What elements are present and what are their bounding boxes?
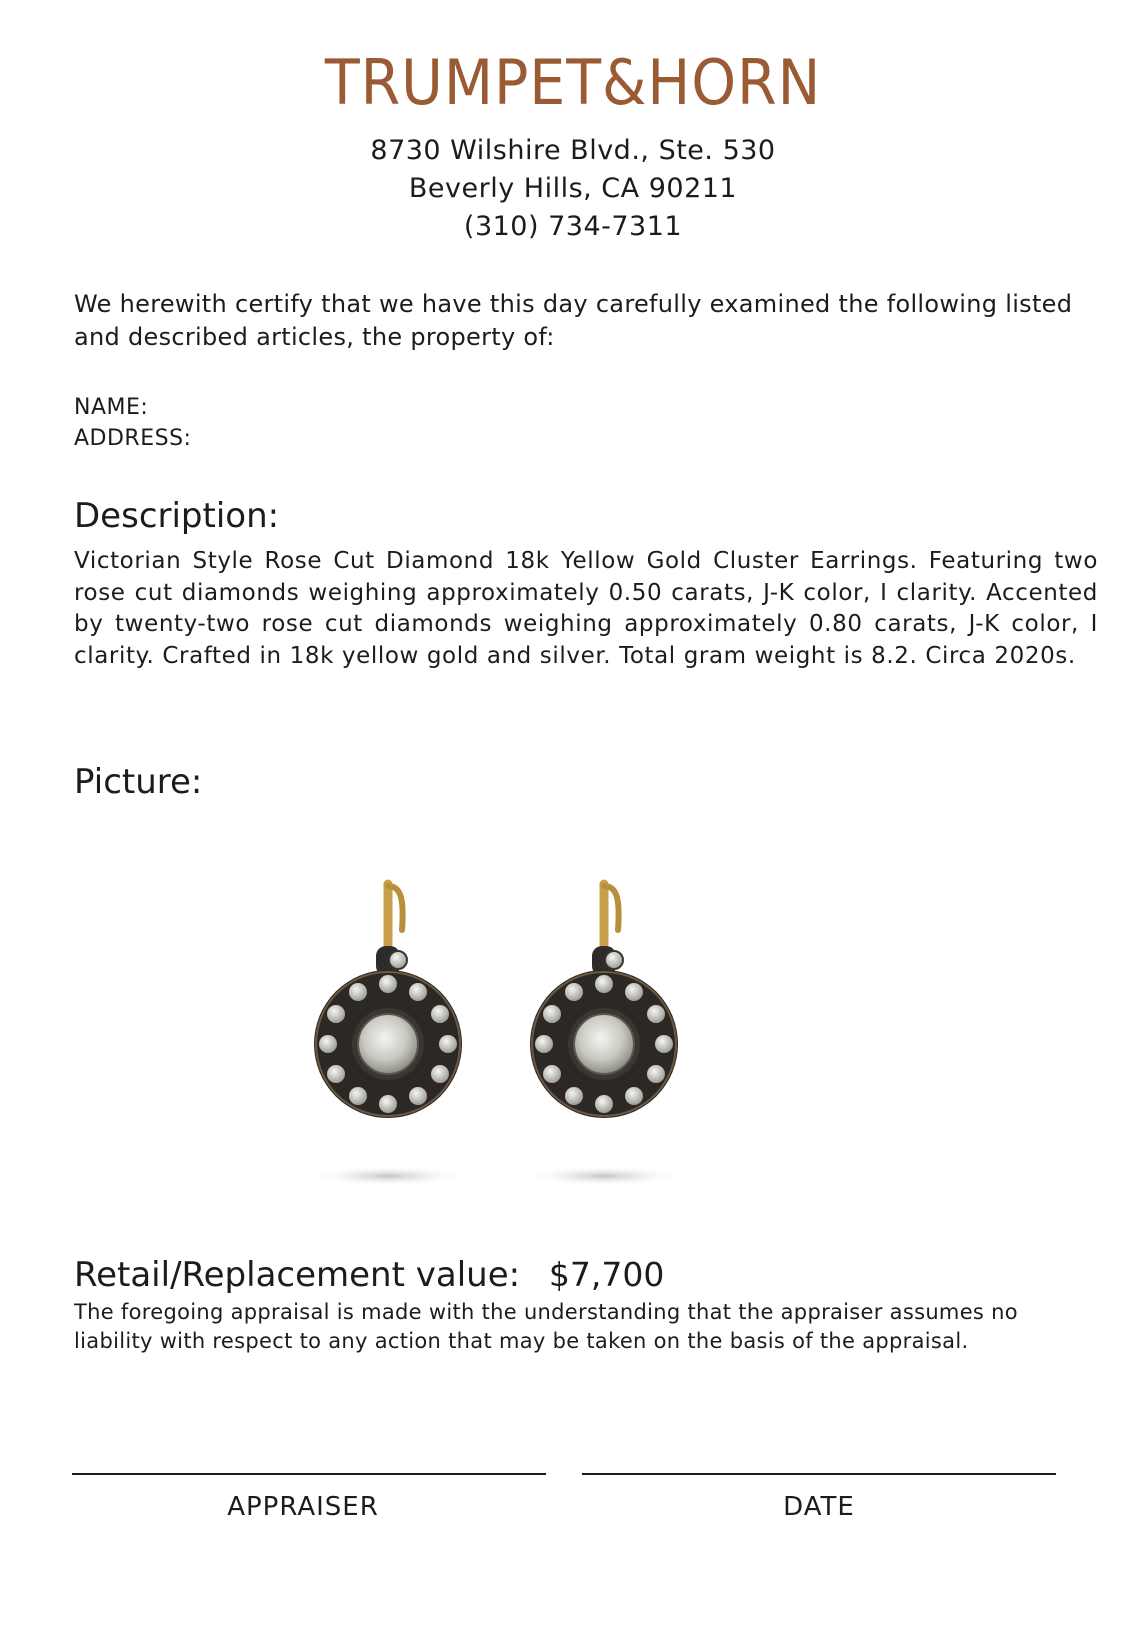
valuation-amount: $7,700 <box>548 1255 665 1294</box>
address-label: ADDRESS: <box>74 426 192 451</box>
address-line-2: Beverly Hills, CA 90211 <box>408 173 738 204</box>
description-text: Victorian Style Rose Cut Diamond 18k Yellow Gold Cluster Earrings. Featuring two rose cut diamonds weighing approximately 0.50 carats, J-K color, I clarity. Accented by twenty-two rose cut diamonds weighing approximately 0.80 carats, J-K color, I clarity. Crafted in 18k yellow gold and silver. Total gram weight is 8.2. Circa 2020s. <box>74 548 1098 669</box>
valuation-row <box>74 1255 664 1295</box>
description-heading: Description: <box>74 496 280 536</box>
earrings-photo <box>300 860 740 1200</box>
appraisal-disclaimer: The foregoing appraisal is made with the understanding that the appraiser assumes no liability with respect to any action that may be taken on the basis of the appraisal. <box>74 1300 1018 1353</box>
company-address <box>0 132 1146 246</box>
phone-number: (310) 734-7311 <box>463 211 683 242</box>
address-line-1: 8730 Wilshire Blvd., Ste. 530 <box>370 135 776 166</box>
certification-statement: We herewith certify that we have this day carefully examined the following listed and described articles, the property of: <box>74 290 1073 351</box>
appraiser-signature-line <box>72 1473 546 1475</box>
owner-fields <box>74 392 191 454</box>
appraiser-label: APPRAISER <box>227 1492 379 1522</box>
valuation-label: Retail/Replacement value: <box>74 1255 521 1295</box>
date-label: DATE <box>783 1492 855 1522</box>
picture-heading: Picture: <box>74 762 203 802</box>
company-logo: TRUMPET&HORN <box>324 46 822 119</box>
date-signature-line <box>582 1473 1056 1475</box>
name-label: NAME: <box>74 395 149 420</box>
